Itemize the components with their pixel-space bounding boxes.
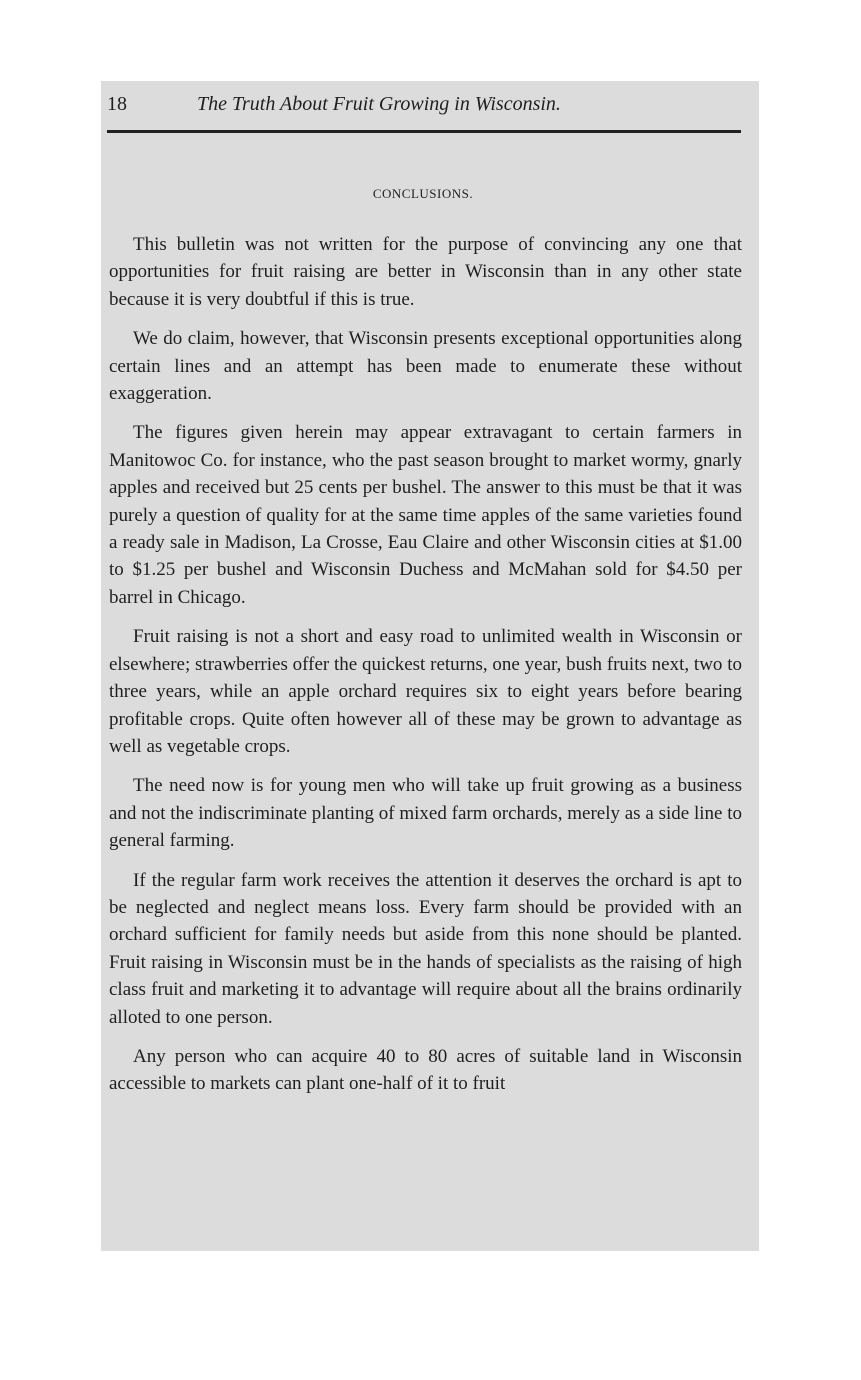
running-head (107, 91, 747, 117)
header-rule (107, 130, 741, 133)
paragraph: The figures given herein may appear extravagant to certain farmers in Manitowoc Co. for instance, who the past season brought to market wormy, gnarly apples and received but 25 cents per bushel. The answer to this must be that it was purely a question of quality for at the same time apples of the same varieties found a ready sale in Madison, La Crosse, Eau Claire and other Wisconsin cities at $1.00 to $1.25 per bushel and Wisconsin Duchess and McMahan sold for $4.50 per barrel in Chicago. (109, 422, 742, 608)
paragraph: The need now is for young men who will take up fruit growing as a business and not the indiscriminate planting of mixed farm orchards, merely as a side line to general farming. (109, 775, 742, 852)
section-heading: CONCLUSIONS. (372, 186, 474, 201)
page-number: 18 (107, 93, 127, 115)
paragraph: If the regular farm work receives the attention it deserves the orchard is apt to be neglected and neglect means loss. Every farm should be provided with an orchard sufficient for family needs but aside from this none should be planted. Fruit raising in Wisconsin must be in the hands of specialists as the raising of high class fruit and marketing it to advantage will require about all the brains ordinarily alloted to one person. (109, 869, 742, 1028)
body-text (109, 231, 742, 1098)
scanned-page (101, 81, 759, 1251)
paragraph: This bulletin was not written for the purpose of convincing any one that opportunities for fruit raising are better in Wisconsin than in any other state because it is very doubtful if this is true. (109, 234, 742, 310)
paragraph: We do claim, however, that Wisconsin presents exceptional opportunities along certain lines and an attempt has been made to enumerate these without exaggeration. (109, 328, 742, 405)
paragraph: Fruit raising is not a short and easy road to unlimited wealth in Wisconsin or elsewhere; strawberries offer the quickest returns, one year, bush fruits next, two to three years, while an apple orchard requires six to eight years before bearing profitable crops. Quite often however all of these may be grown to advantage as well as vegetable crops. (109, 626, 742, 757)
running-title: The Truth About Fruit Growing in Wisconsin. (197, 93, 561, 115)
paragraph: Any person who can acquire 40 to 80 acres of suitable land in Wisconsin accessible to markets can plant one-half of it to fruit (109, 1045, 742, 1095)
